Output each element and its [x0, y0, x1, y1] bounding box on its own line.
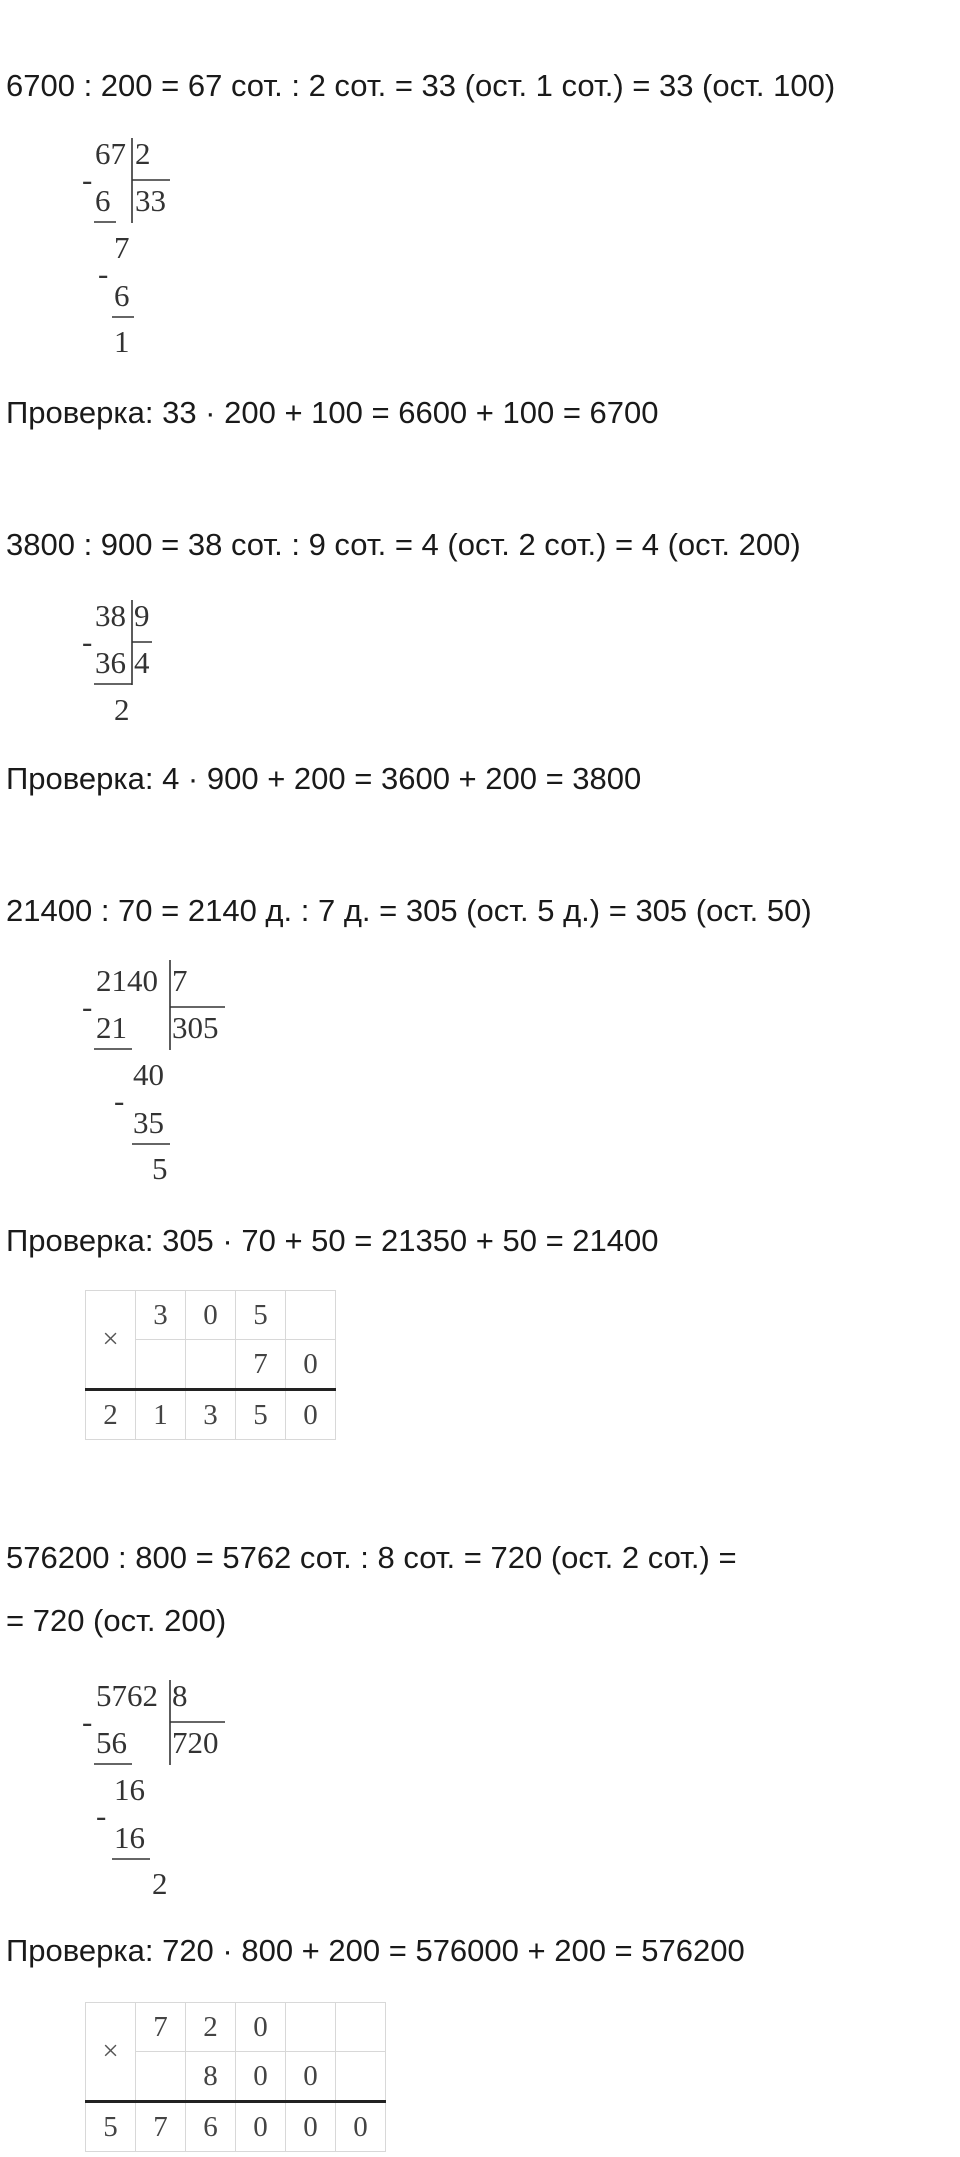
minus-sign: -: [98, 256, 109, 291]
quotient: 4: [134, 645, 150, 680]
digit-cell: 7: [136, 2003, 186, 2052]
minus-sign: -: [114, 1083, 125, 1118]
divisor: 9: [134, 598, 150, 633]
dividend: 38: [95, 598, 126, 633]
digit-cell: 0: [186, 1291, 236, 1340]
digit-cell: 7: [136, 2102, 186, 2152]
dividend: 2140: [96, 963, 158, 998]
digit-cell: 0: [236, 2102, 286, 2152]
equation-2: 3800 : 900 = 38 сот. : 9 сот. = 4 (ост. 2 сот.) = 4 (ост. 200): [6, 527, 801, 562]
multiply-operator: ×: [86, 1291, 136, 1390]
digit-cell: 0: [286, 1340, 336, 1390]
digit-cell: 5: [236, 1390, 286, 1440]
digit-cell: 2: [186, 2003, 236, 2052]
digit-cell: 0: [236, 2052, 286, 2102]
minus-sign: -: [82, 1704, 93, 1739]
check-1: Проверка: 33 · 200 + 100 = 6600 + 100 = 6700: [6, 395, 659, 430]
remainder: 2: [152, 1866, 168, 1901]
step-remainder: 16: [114, 1772, 145, 1807]
equation-1: 6700 : 200 = 67 сот. : 2 сот. = 33 (ост. 1 сот.) = 33 (ост. 100): [6, 68, 836, 103]
remainder: 5: [152, 1151, 168, 1186]
long-division-2: [80, 590, 200, 745]
digit-cell: 0: [236, 2003, 286, 2052]
remainder: 1: [114, 324, 130, 359]
check-3: Проверка: 305 · 70 + 50 = 21350 + 50 = 21400: [6, 1223, 659, 1258]
digit-cell: 8: [186, 2052, 236, 2102]
multiplication-table-3: [85, 1290, 336, 1440]
digit-cell: 2: [86, 1390, 136, 1440]
remainder: 2: [114, 692, 130, 727]
step-product: 6: [95, 183, 111, 218]
digit-cell: [336, 2052, 386, 2102]
step-product: 21: [96, 1010, 127, 1045]
digit-cell: 0: [286, 2052, 336, 2102]
digit-cell: 3: [186, 1390, 236, 1440]
step-product: 6: [114, 278, 130, 313]
digit-cell: [286, 1291, 336, 1340]
quotient: 305: [172, 1010, 219, 1045]
long-division-4: [80, 1670, 240, 1915]
step-product: 36: [95, 645, 126, 680]
digit-cell: [136, 1340, 186, 1390]
step-remainder: 40: [133, 1057, 164, 1092]
dividend: 5762: [96, 1678, 158, 1713]
digit-cell: 0: [336, 2102, 386, 2152]
divisor: 2: [135, 136, 151, 171]
quotient: 720: [172, 1725, 219, 1760]
minus-sign: -: [82, 989, 93, 1024]
digit-cell: 0: [286, 1390, 336, 1440]
minus-sign: -: [82, 624, 93, 659]
divisor: 7: [172, 963, 188, 998]
digit-cell: [136, 2052, 186, 2102]
digit-cell: 5: [236, 1291, 286, 1340]
digit-cell: 6: [186, 2102, 236, 2152]
divisor: 8: [172, 1678, 188, 1713]
long-division-1: [80, 128, 200, 373]
equation-4: 576200 : 800 = 5762 сот. : 8 сот. = 720 (ост. 2 сот.) =: [6, 1540, 737, 1575]
step-product: 35: [133, 1105, 164, 1140]
step-product: 56: [96, 1725, 127, 1760]
step-product: 16: [114, 1820, 145, 1855]
equation-4-continued: = 720 (ост. 200): [6, 1603, 227, 1638]
digit-cell: 1: [136, 1390, 186, 1440]
digit-cell: [186, 1340, 236, 1390]
minus-sign: -: [82, 162, 93, 197]
digit-cell: 0: [286, 2102, 336, 2152]
check-2: Проверка: 4 · 900 + 200 = 3600 + 200 = 3800: [6, 761, 642, 796]
quotient: 33: [135, 183, 166, 218]
digit-cell: [286, 2003, 336, 2052]
multiply-operator: ×: [86, 2003, 136, 2102]
minus-sign: -: [96, 1798, 107, 1833]
digit-cell: 7: [236, 1340, 286, 1390]
digit-cell: 5: [86, 2102, 136, 2152]
check-4: Проверка: 720 · 800 + 200 = 576000 + 200 = 576200: [6, 1933, 745, 1968]
long-division-3: [80, 955, 240, 1200]
equation-3: 21400 : 70 = 2140 д. : 7 д. = 305 (ост. 5 д.) = 305 (ост. 50): [6, 893, 812, 928]
step-remainder: 7: [114, 230, 130, 265]
multiplication-table-4: [85, 2002, 386, 2152]
digit-cell: [336, 2003, 386, 2052]
dividend: 67: [95, 136, 126, 171]
digit-cell: 3: [136, 1291, 186, 1340]
